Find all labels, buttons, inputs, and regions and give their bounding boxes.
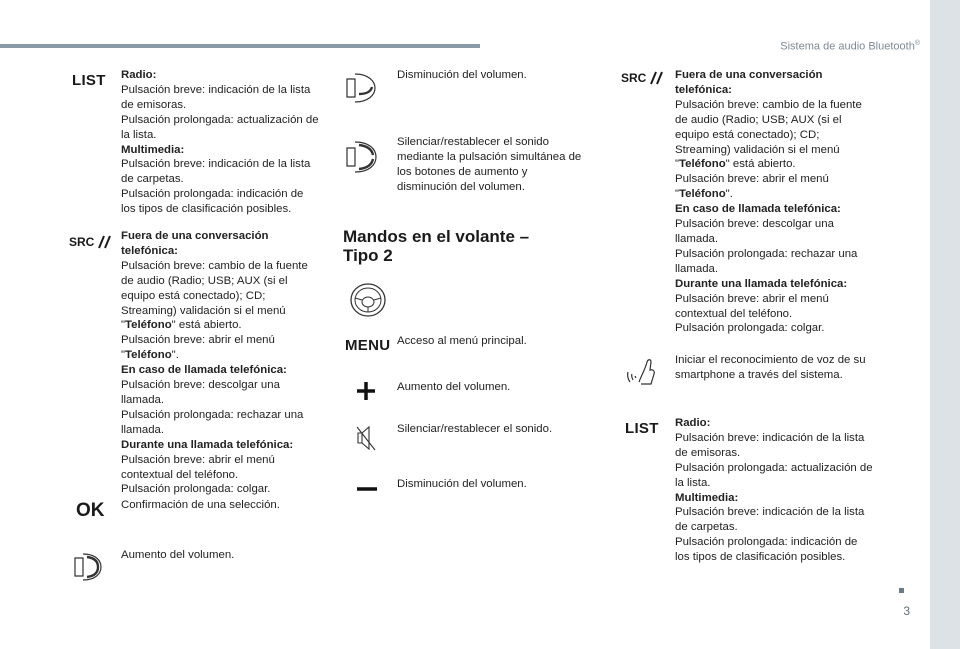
wheel-volume-down-icon (343, 70, 379, 106)
src-phone-icon-2: SRC (621, 71, 664, 85)
ok-description: Confirmación de una selección. (121, 499, 280, 511)
plus-icon (356, 381, 376, 401)
page-header-title: Sistema de audio Bluetooth® (780, 40, 920, 53)
list-description-2: Radio: Pulsación breve: indicación de la lista de emisoras. Pulsación prolongada: actualización de la lista. Multimedia: Pulsación breve: indicación de la lista de carpetas. Pulsación prolongada: indicación de los tipos de clasificación posibles. (675, 417, 873, 564)
menu-description: Acceso al menú principal. (397, 335, 527, 347)
ok-icon: OK (76, 500, 105, 521)
voice-recognition-icon (625, 356, 659, 388)
steering-wheel-icon (348, 281, 388, 319)
src-description: Fuera de una conversación telefónica: Pulsación breve: cambio de la fuente de audio (Radio; USB; AUX (si el equipo está conectado); CD; Streaming) validación si el menú "Teléfono" está abierto. Pulsación breve: abrir el menú "Teléfono". En caso de llamada telefónica: Pulsación breve: descolgar una llamada. Pulsación prolongada: rechazar una llamada. Durante una llamada telefónica: Pulsación breve: abrir el menú contextual del teléfono. Pulsación prolongada: colgar. (121, 230, 308, 496)
minus-icon (356, 486, 378, 492)
voice-description: Iniciar el reconocimiento de voz de su smartphone a través del sistema. (675, 354, 866, 381)
minus-description: Disminución del volumen. (397, 478, 527, 490)
list-icon: LIST (72, 72, 106, 89)
page-marker (899, 588, 904, 593)
header-bar (0, 44, 480, 48)
list-icon-2: LIST (625, 420, 659, 437)
side-strip (930, 0, 960, 649)
src-phone-icon: SRC (69, 235, 112, 249)
volume-up-description: Aumento del volumen. (121, 549, 235, 561)
list-description: Radio: Pulsación breve: indicación de la lista de emisoras. Pulsación prolongada: actualización de la lista. Multimedia: Pulsación breve: indicación de la lista de carpetas. Pulsación prolongada: indicación de los tipos de clasificación posibles. (121, 69, 319, 216)
mute-description: Silenciar/restablecer el sonido. (397, 423, 553, 435)
page-number: 3 (903, 604, 910, 618)
mute-icon (356, 423, 376, 453)
wheel-volume-up-icon (71, 550, 105, 584)
volume-down-description: Disminución del volumen. (397, 69, 527, 81)
menu-icon: MENU (345, 337, 391, 354)
plus-description: Aumento del volumen. (397, 381, 511, 393)
section-heading: Mandos en el volante – Tipo 2 (343, 227, 530, 265)
wheel-mute-icon (343, 138, 381, 176)
src-description-2: Fuera de una conversación telefónica: Pulsación breve: cambio de la fuente de audio (Radio; USB; AUX (si el equipo está conectado); CD; Streaming) validación si el menú "Teléfono" está abierto. Pulsación breve: abrir el menú "Teléfono". En caso de llamada telefónica: Pulsación breve: descolgar una llamada. Pulsación prolongada: rechazar una llamada. Durante una llamada telefónica: Pulsación breve: abrir el menú contextual del teléfono. Pulsación prolongada: colgar. (675, 69, 862, 335)
mute-simultaneous-description: Silenciar/restablecer el sonido mediante la pulsación simultánea de los botones de aumento y disminución del volumen. (397, 136, 582, 193)
